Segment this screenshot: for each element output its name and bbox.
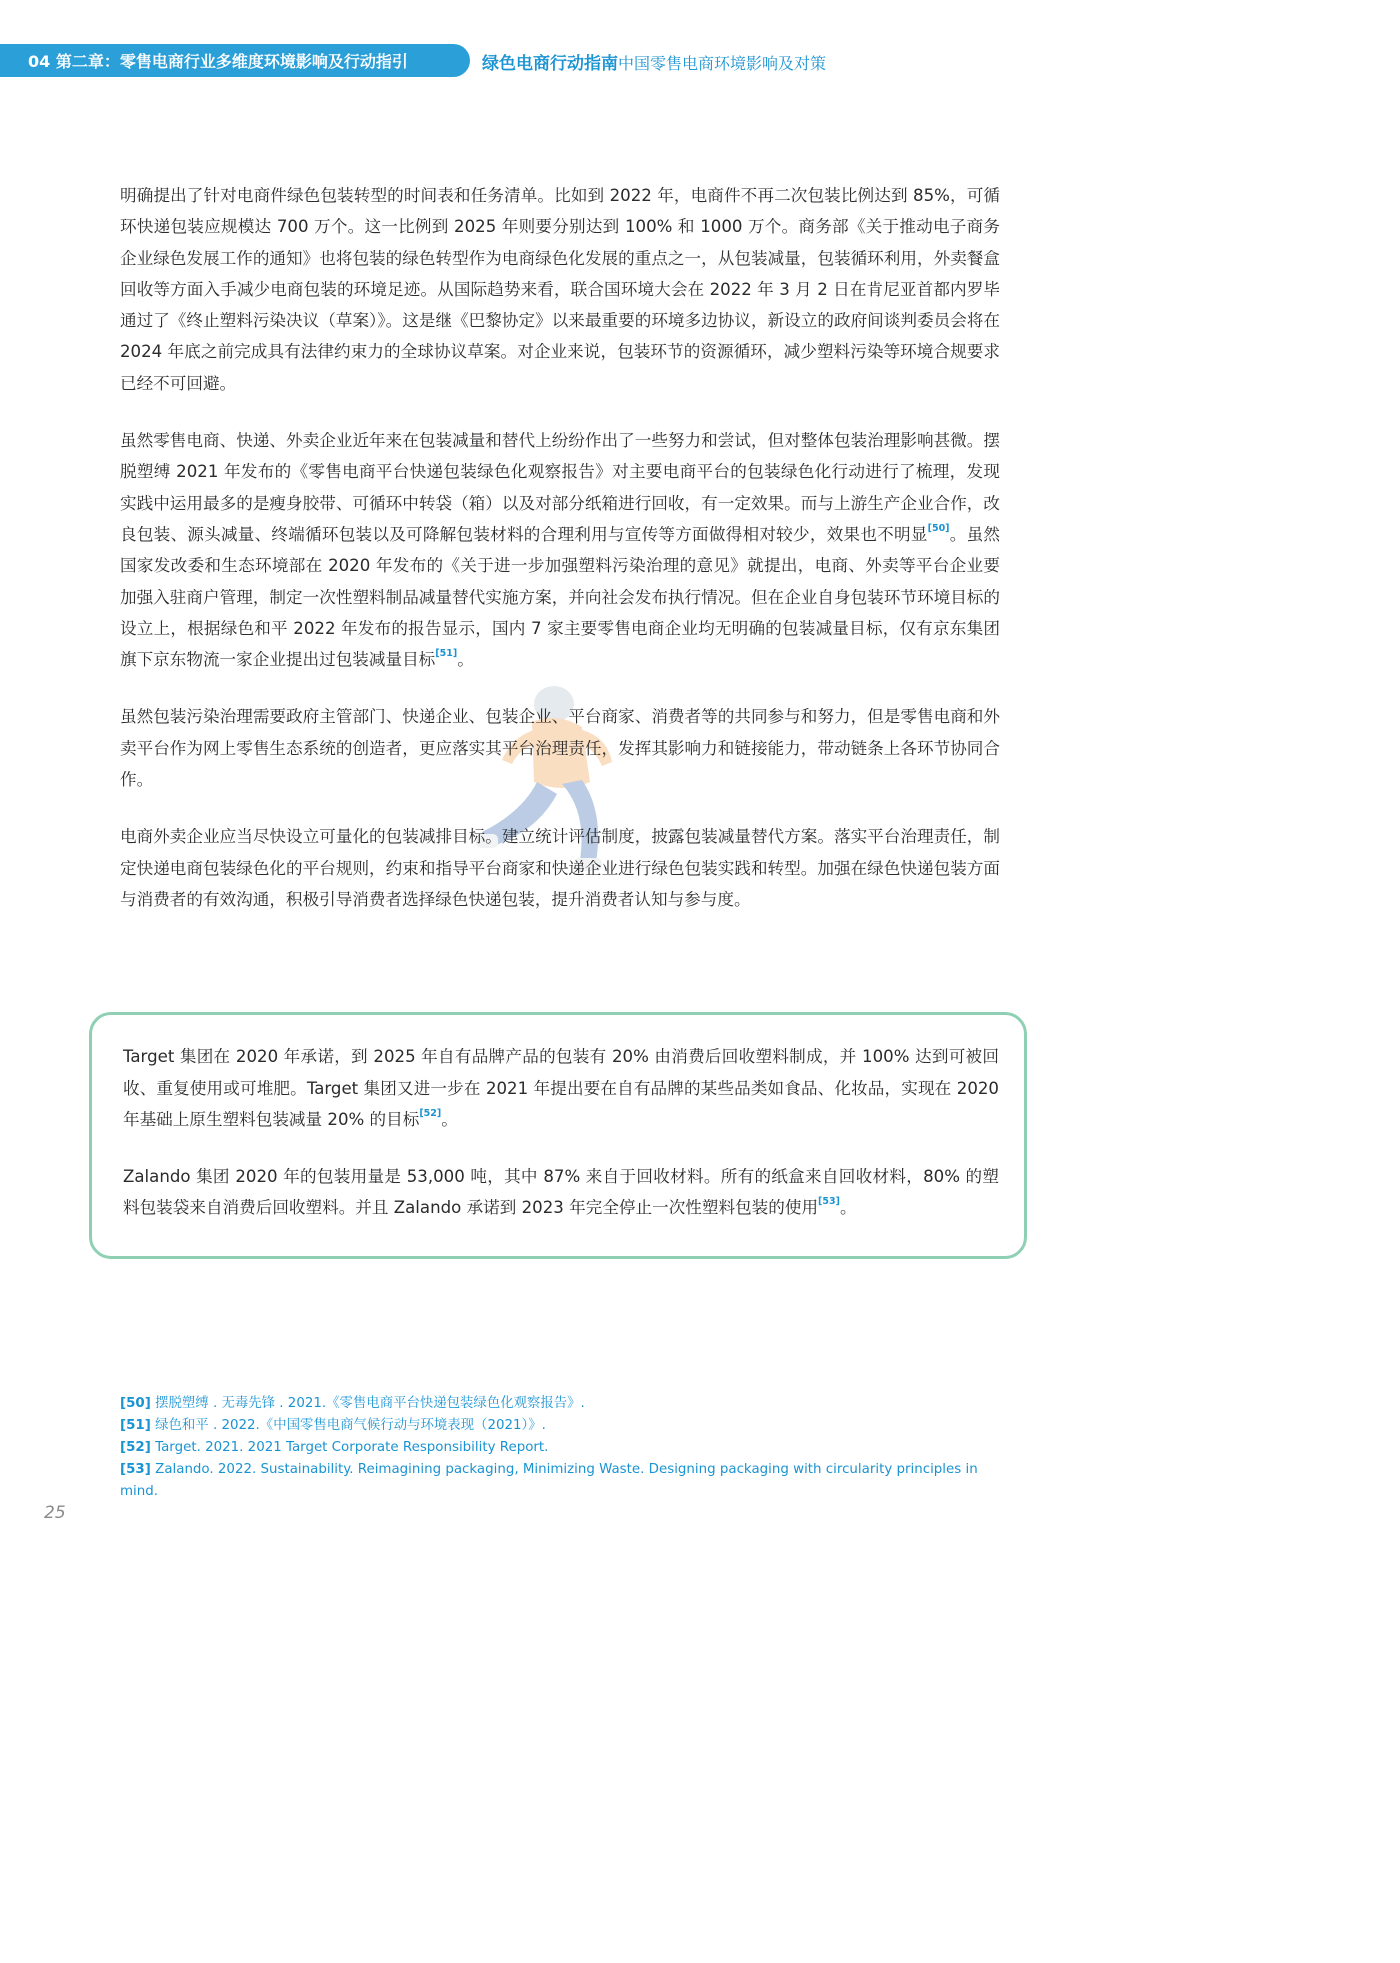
case-paragraph-zalando-end: 。 (839, 1198, 857, 1217)
footnote-number: [53] (120, 1462, 151, 1477)
citation-52[interactable]: [52] (419, 1108, 442, 1119)
footnote-text: Zalando. 2022. Sustainability. Reimagining packaging, Minimizing Waste. Designing packaging with circularity principles in mind. (120, 1462, 978, 1499)
footnote-number: [51] (120, 1418, 151, 1433)
citation-51[interactable]: [51] (435, 648, 458, 660)
footnote (120, 1459, 1000, 1503)
chapter-title: 04 第二章：零售电商行业多维度环境影响及行动指引 (28, 52, 408, 71)
case-paragraph-target-text: Target 集团在 2020 年承诺，到 2025 年自有品牌产品的包装有 20% 由消费后回收塑料制成，并 100% 达到可被回收、重复使用或可堆肥。Target 集团又进一步在 2021 年提出要在自有品牌的某些品类如食品、化妆品，实现在 2020 年基础上原生塑料包装减量 20% 的目标 (123, 1047, 999, 1129)
body-paragraph-2-part-b: 。虽然国家发改委和生态环境部在 2020 年发布的《关于进一步加强塑料污染治理的意见》就提出，电商、外卖等平台企业要加强入驻商户管理，制定一次性塑料制品减量替代实施方案，并向社会发布执行情况。但在企业自身包装环节环境目标的设立上，根据绿色和平 2022 年发布的报告显示，国内 7 家主要零售电商企业均无明确的包装减量目标，仅有京东集团旗下京东物流一家企业提出过包装减量目标 (120, 524, 1001, 670)
footnote (120, 1415, 1000, 1437)
case-paragraph-zalando (123, 1161, 999, 1224)
footnote (120, 1393, 1000, 1415)
footnote-number: [52] (120, 1440, 151, 1455)
case-paragraph-zalando-text: Zalando 集团 2020 年的包装用量是 53,000 吨，其中 87% 来自于回收材料。所有的纸盒来自回收材料，80% 的塑料包装袋来自消费后回收塑料。并且 Zalando 承诺到 2023 年完全停止一次性塑料包装的使用 (123, 1166, 999, 1217)
footnote-text: 绿色和平 . 2022.《中国零售电商气候行动与环境表现（2021）》. (155, 1418, 546, 1433)
body-text (120, 180, 1000, 915)
body-paragraph-3: 虽然包装污染治理需要政府主管部门、快递企业、包装企业、平台商家、消费者等的共同参与和努力，但是零售电商和外卖平台作为网上零售生态系统的创造者，更应落实其平台治理责任，发挥其影响力和链接能力，带动链条上各环节协同合作。 (120, 707, 1000, 790)
chapter-header-bar (0, 44, 470, 77)
body-paragraph-1: 明确提出了针对电商件绿色包装转型的时间表和任务清单。比如到 2022 年，电商件不再二次包装比例达到 85%，可循环快递包装应规模达 700 万个。这一比例到 2025 年则要分别达到 100% 和 1000 万个。商务部《关于推动电子商务企业绿色发展工作的通知》也将包装的绿色转型作为电商绿色化发展的重点之一，从包装减量，包装循环利用，外卖餐盒回收等方面入手减少电商包装的环境足迹。从国际趋势来看，联合国环境大会在 2022 年 3 月 2 日在肯尼亚首都内罗毕通过了《终止塑料污染决议（草案）》。这是继《巴黎协定》以来最重要的环境多边协议，新设立的政府间谈判委员会将在 2024 年底之前完成具有法律约束力的全球协议草案。对企业来说，包装环节的资源循环，减少塑料污染等环境合规要求已经不可回避。 (120, 186, 1000, 393)
guide-header (482, 49, 826, 74)
case-paragraph-target (123, 1041, 999, 1136)
page-number: 25 (44, 1503, 66, 1523)
body-paragraph-2-part-c: 。 (457, 650, 474, 670)
footnote (120, 1437, 1000, 1459)
footnote-text: Target. 2021. 2021 Target Corporate Responsibility Report. (155, 1440, 549, 1455)
body-paragraph-4: 电商外卖企业应当尽快设立可量化的包装减排目标。建立统计评估制度，披露包装减量替代方案。落实平台治理责任，制定快递电商包装绿色化的平台规则，约束和指导平台商家和快递企业进行绿色包装实践和转型。加强在绿色快递包装方面与消费者的有效沟通，积极引导消费者选择绿色快递包装，提升消费者认知与参与度。 (120, 827, 1000, 909)
guide-subtitle: 中国零售电商环境影响及对策 (618, 54, 827, 73)
case-study-text (123, 1041, 999, 1224)
guide-title: 绿色电商行动指南 (482, 54, 618, 74)
footnote-number: [50] (120, 1396, 151, 1411)
footnote-text: 摆脱塑缚 . 无毒先锋 . 2021.《零售电商平台快递包装绿色化观察报告》. (155, 1396, 585, 1411)
body-paragraph-2 (120, 425, 1000, 675)
footnotes (120, 1393, 1000, 1503)
body-paragraph-2-part-a: 虽然零售电商、快递、外卖企业近年来在包装减量和替代上纷纷作出了一些努力和尝试，但对整体包装治理影响甚微。摆脱塑缚 2021 年发布的《零售电商平台快递包装绿色化观察报告》对主要电商平台的包装绿色化行动进行了梳理，发现实践中运用最多的是瘦身胶带、可循环中转袋（箱）以及对部分纸箱进行回收，有一定效果。而与上游生产企业合作，改良包装、源头减量、终端循环包装以及可降解包装材料的合理利用与宣传等方面做得相对较少，效果也不明显 (120, 431, 1000, 544)
citation-50[interactable]: [50] (927, 522, 950, 534)
citation-53[interactable]: [53] (818, 1196, 840, 1207)
case-study-box (89, 1012, 1027, 1259)
case-paragraph-target-end: 。 (441, 1110, 458, 1129)
